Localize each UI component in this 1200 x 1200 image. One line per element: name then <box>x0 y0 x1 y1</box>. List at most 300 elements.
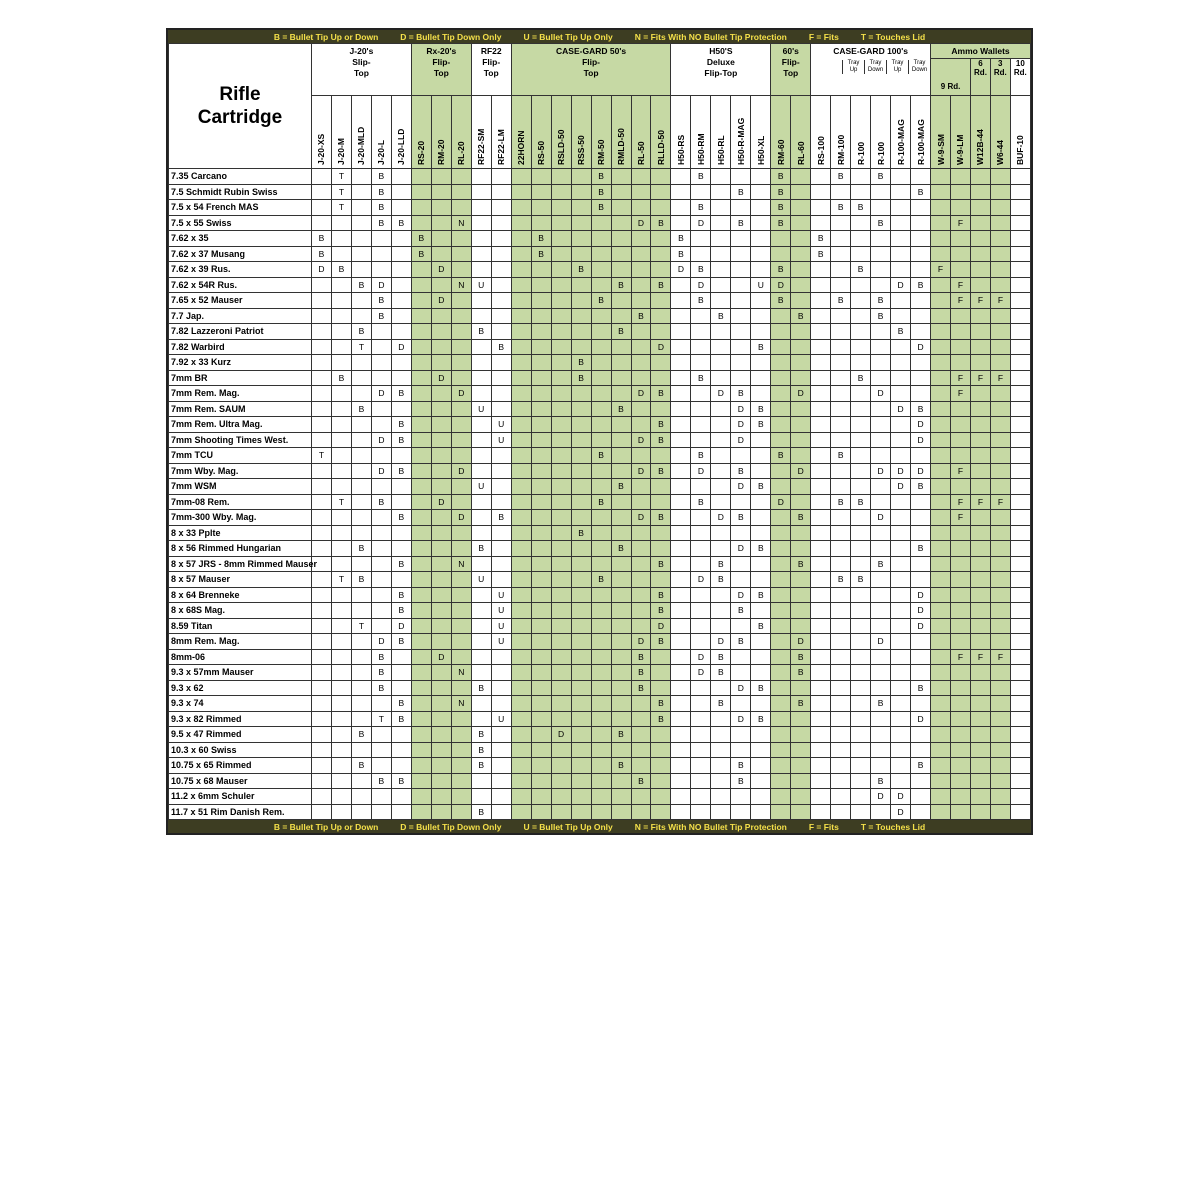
fit-cell <box>351 293 371 309</box>
fit-cell: N <box>451 556 471 572</box>
fit-cell: T <box>331 572 351 588</box>
fit-cell: D <box>691 649 711 665</box>
fit-cell <box>911 169 931 185</box>
fit-cell <box>351 169 371 185</box>
fit-cell <box>791 169 811 185</box>
fit-cell: D <box>431 494 451 510</box>
fit-cell <box>571 231 591 247</box>
fit-cell: F <box>951 463 971 479</box>
table-row <box>169 572 1031 588</box>
fit-cell: B <box>791 556 811 572</box>
fit-cell <box>671 711 691 727</box>
fit-cell <box>631 727 651 743</box>
fit-cell <box>331 215 351 231</box>
fit-cell <box>391 758 411 774</box>
fit-cell <box>931 634 951 650</box>
fit-cell: B <box>651 556 671 572</box>
fit-cell: D <box>771 494 791 510</box>
fit-cell: B <box>471 727 491 743</box>
fit-cell <box>851 386 871 402</box>
fit-cell: B <box>631 665 651 681</box>
fit-cell <box>871 727 891 743</box>
fit-cell <box>811 417 831 433</box>
fit-cell: B <box>751 711 771 727</box>
fit-cell <box>411 525 431 541</box>
fit-cell <box>1010 355 1030 371</box>
fit-cell <box>451 417 471 433</box>
fit-cell <box>451 355 471 371</box>
fit-cell <box>531 479 551 495</box>
fit-cell <box>491 324 511 340</box>
table-row <box>169 494 1031 510</box>
fit-cell <box>451 727 471 743</box>
table-row <box>169 246 1031 262</box>
fit-cell: B <box>371 169 391 185</box>
fit-cell <box>471 169 491 185</box>
fit-cell <box>911 262 931 278</box>
column-header <box>851 96 871 169</box>
fit-cell: B <box>651 587 671 603</box>
fit-cell <box>951 587 971 603</box>
table-row <box>169 649 1031 665</box>
fit-cell <box>531 680 551 696</box>
fit-cell <box>351 231 371 247</box>
fit-cell <box>731 169 751 185</box>
fit-cell <box>451 494 471 510</box>
fit-cell <box>511 324 531 340</box>
fit-cell <box>611 184 631 200</box>
fit-cell <box>671 494 691 510</box>
fit-cell: D <box>391 339 411 355</box>
fit-cell <box>531 355 551 371</box>
fit-cell: D <box>391 618 411 634</box>
fit-cell <box>831 618 851 634</box>
fit-cell <box>451 758 471 774</box>
fit-cell <box>511 308 531 324</box>
fit-cell <box>591 324 611 340</box>
fit-cell <box>891 215 911 231</box>
fit-cell: N <box>451 277 471 293</box>
fit-cell <box>970 541 990 557</box>
fit-cell <box>571 386 591 402</box>
fit-cell <box>990 324 1010 340</box>
fit-cell <box>871 184 891 200</box>
cartridge-name: 7mm-08 Rem. <box>169 494 312 510</box>
fit-cell <box>931 401 951 417</box>
fit-cell <box>951 200 971 216</box>
fit-cell: B <box>312 246 332 262</box>
fit-cell <box>471 386 491 402</box>
fit-cell <box>891 556 911 572</box>
fit-cell <box>671 510 691 526</box>
fit-cell <box>1010 556 1030 572</box>
fit-cell <box>931 231 951 247</box>
fit-cell <box>351 742 371 758</box>
fit-cell <box>711 494 731 510</box>
fit-cell <box>911 231 931 247</box>
fit-cell <box>970 262 990 278</box>
fit-cell <box>511 525 531 541</box>
fit-cell <box>970 463 990 479</box>
fit-cell <box>371 417 391 433</box>
fit-cell <box>471 649 491 665</box>
fit-cell <box>691 339 711 355</box>
fit-cell <box>791 479 811 495</box>
table-row <box>169 293 1031 309</box>
fit-cell <box>531 200 551 216</box>
fit-cell <box>531 773 551 789</box>
fit-cell: B <box>391 711 411 727</box>
fit-cell <box>431 339 451 355</box>
fit-cell <box>970 324 990 340</box>
fit-cell <box>411 479 431 495</box>
fit-cell <box>990 463 1010 479</box>
fit-cell <box>431 727 451 743</box>
cartridge-name: 8 x 57 Mauser <box>169 572 312 588</box>
fit-cell <box>1010 696 1030 712</box>
fit-cell <box>970 401 990 417</box>
fit-cell <box>771 510 791 526</box>
cartridge-name: 7mm Shooting Times West. <box>169 432 312 448</box>
fit-cell: B <box>591 572 611 588</box>
fit-cell <box>771 804 791 820</box>
fit-cell <box>491 541 511 557</box>
fit-cell: B <box>591 293 611 309</box>
fit-cell: B <box>391 386 411 402</box>
fit-cell <box>1010 401 1030 417</box>
fit-cell <box>511 200 531 216</box>
fit-cell <box>411 541 431 557</box>
fit-cell: B <box>791 665 811 681</box>
cartridge-name: 7mm Rem. Mag. <box>169 386 312 402</box>
fit-cell <box>651 448 671 464</box>
fit-cell <box>551 494 571 510</box>
fit-cell <box>851 355 871 371</box>
fit-cell <box>970 200 990 216</box>
fit-cell <box>491 355 511 371</box>
fit-cell <box>551 386 571 402</box>
group-header-line: CASE-GARD 100's <box>833 46 908 56</box>
fit-cell <box>931 417 951 433</box>
fit-cell <box>531 603 551 619</box>
table-row <box>169 386 1031 402</box>
fit-cell <box>351 308 371 324</box>
group-header-line: Slip- <box>352 57 371 67</box>
fit-cell: F <box>951 386 971 402</box>
fit-cell: D <box>731 587 751 603</box>
cartridge-name: 7mm-300 Wby. Mag. <box>169 510 312 526</box>
fit-cell <box>851 804 871 820</box>
fit-cell <box>891 696 911 712</box>
fit-cell <box>391 727 411 743</box>
cartridge-name: 8 x 56 Rimmed Hungarian <box>169 541 312 557</box>
fit-cell <box>951 758 971 774</box>
fit-cell <box>990 339 1010 355</box>
fit-cell <box>351 773 371 789</box>
fit-cell <box>331 727 351 743</box>
fit-cell: B <box>611 541 631 557</box>
fit-cell: D <box>631 386 651 402</box>
fit-cell <box>371 448 391 464</box>
fit-cell <box>871 370 891 386</box>
fit-cell: U <box>471 401 491 417</box>
fit-cell <box>911 572 931 588</box>
column-header <box>451 96 471 169</box>
fit-cell: F <box>990 370 1010 386</box>
column-header <box>1010 96 1030 169</box>
group-header-line: J-20's <box>349 46 374 56</box>
column-label: W-9-LM <box>955 134 966 165</box>
fit-cell <box>891 355 911 371</box>
column-label: R-100-MAG <box>895 119 906 165</box>
table-row <box>169 541 1031 557</box>
fit-cell: B <box>371 649 391 665</box>
fit-cell <box>611 603 631 619</box>
fit-cell <box>831 804 851 820</box>
fit-cell <box>451 649 471 665</box>
fit-cell <box>811 618 831 634</box>
fit-cell: B <box>771 169 791 185</box>
fit-cell <box>651 773 671 789</box>
fit-cell <box>391 541 411 557</box>
fit-cell <box>611 355 631 371</box>
fit-cell <box>671 773 691 789</box>
fit-cell: B <box>771 215 791 231</box>
fit-cell <box>571 246 591 262</box>
fit-cell <box>751 386 771 402</box>
fit-cell: B <box>351 572 371 588</box>
fit-cell <box>571 184 591 200</box>
fit-cell <box>591 711 611 727</box>
cartridge-name: 7.62 x 35 <box>169 231 312 247</box>
fit-cell <box>351 448 371 464</box>
fit-cell: B <box>651 634 671 650</box>
fit-cell <box>591 758 611 774</box>
column-header <box>970 96 990 169</box>
fit-cell <box>751 231 771 247</box>
column-label: RS-20 <box>416 140 427 165</box>
fit-cell: D <box>891 463 911 479</box>
fit-cell <box>711 603 731 619</box>
fit-cell <box>811 773 831 789</box>
fit-cell: B <box>371 200 391 216</box>
fit-cell <box>831 525 851 541</box>
fit-cell <box>531 510 551 526</box>
fit-cell: B <box>771 200 791 216</box>
fit-cell: B <box>611 758 631 774</box>
fit-cell <box>811 510 831 526</box>
fit-cell <box>911 246 931 262</box>
fit-cell <box>551 246 571 262</box>
fit-cell <box>771 525 791 541</box>
fit-cell <box>990 386 1010 402</box>
fit-cell <box>671 277 691 293</box>
fit-cell <box>1010 742 1030 758</box>
fit-cell <box>451 308 471 324</box>
fit-cell <box>371 324 391 340</box>
fit-cell <box>990 556 1010 572</box>
fit-cell <box>631 339 651 355</box>
cartridge-name: 8 x 57 JRS - 8mm Rimmed Mauser <box>169 556 312 572</box>
table-row <box>169 479 1031 495</box>
fit-cell <box>931 680 951 696</box>
fit-cell <box>431 324 451 340</box>
fit-cell <box>391 665 411 681</box>
group-header-line: Top <box>433 68 449 78</box>
fit-cell <box>331 696 351 712</box>
fit-cell <box>451 401 471 417</box>
fit-cell <box>511 494 531 510</box>
fit-cell <box>331 339 351 355</box>
fit-cell <box>571 665 591 681</box>
fit-cell <box>1010 432 1030 448</box>
fit-cell: B <box>391 696 411 712</box>
fit-cell <box>970 789 990 805</box>
fit-cell <box>511 262 531 278</box>
fit-cell <box>391 324 411 340</box>
fit-cell <box>931 339 951 355</box>
fit-cell <box>871 711 891 727</box>
fit-cell <box>671 572 691 588</box>
fit-cell: D <box>551 727 571 743</box>
fit-cell <box>411 417 431 433</box>
fit-cell <box>571 169 591 185</box>
fit-cell: B <box>871 556 891 572</box>
fit-cell <box>891 680 911 696</box>
fit-cell: D <box>891 479 911 495</box>
fit-cell <box>1010 665 1030 681</box>
fit-cell <box>691 246 711 262</box>
fit-cell <box>691 680 711 696</box>
fit-cell <box>851 231 871 247</box>
fit-cell <box>1010 587 1030 603</box>
fit-cell <box>731 572 751 588</box>
fit-cell <box>351 634 371 650</box>
fit-cell <box>691 541 711 557</box>
fit-cell <box>990 277 1010 293</box>
legend-item: N = Fits With NO Bullet Tip Protection <box>634 821 787 832</box>
fit-cell: U <box>491 711 511 727</box>
fit-cell: F <box>951 277 971 293</box>
column-header <box>312 96 332 169</box>
fit-cell <box>1010 308 1030 324</box>
fit-cell <box>651 355 671 371</box>
fit-cell <box>351 789 371 805</box>
fit-cell <box>651 479 671 495</box>
fit-cell <box>891 432 911 448</box>
fit-cell <box>651 727 671 743</box>
fit-cell <box>411 804 431 820</box>
fit-cell <box>891 200 911 216</box>
fit-cell <box>571 510 591 526</box>
fit-cell: B <box>471 680 491 696</box>
fit-cell <box>631 479 651 495</box>
fit-cell <box>771 246 791 262</box>
fit-cell <box>871 525 891 541</box>
fit-cell: B <box>731 215 751 231</box>
fit-cell <box>931 448 951 464</box>
fit-cell <box>1010 277 1030 293</box>
fit-cell <box>351 370 371 386</box>
fit-cell: B <box>651 510 671 526</box>
fit-cell <box>351 665 371 681</box>
fit-cell: B <box>691 262 711 278</box>
fit-cell <box>831 370 851 386</box>
fit-cell <box>1010 169 1030 185</box>
fit-cell: F <box>951 370 971 386</box>
fit-cell <box>1010 200 1030 216</box>
fit-cell <box>431 277 451 293</box>
table-row <box>169 758 1031 774</box>
fit-cell: N <box>451 665 471 681</box>
table-row <box>169 215 1031 231</box>
legend-item: T = Touches Lid <box>860 31 926 42</box>
table-row <box>169 448 1031 464</box>
fit-cell <box>951 680 971 696</box>
fit-cell <box>951 479 971 495</box>
fit-cell <box>931 665 951 681</box>
fit-cell <box>851 339 871 355</box>
fit-cell <box>931 758 951 774</box>
fit-cell: B <box>391 417 411 433</box>
fit-cell: D <box>871 789 891 805</box>
column-label: RM-50 <box>596 139 607 165</box>
fit-cell: B <box>771 293 791 309</box>
fit-cell: U <box>471 572 491 588</box>
fit-cell <box>331 448 351 464</box>
fit-cell <box>631 246 651 262</box>
fit-cell <box>471 603 491 619</box>
fit-cell <box>1010 479 1030 495</box>
fit-cell <box>312 339 332 355</box>
fit-cell: B <box>631 308 651 324</box>
fit-cell: D <box>731 711 751 727</box>
fit-cell <box>970 231 990 247</box>
fit-cell <box>711 417 731 433</box>
fit-cell <box>312 618 332 634</box>
fit-cell <box>551 603 571 619</box>
fit-cell <box>811 386 831 402</box>
fit-cell <box>731 804 751 820</box>
fit-cell <box>351 525 371 541</box>
fit-cell <box>411 215 431 231</box>
fit-cell <box>831 510 851 526</box>
fit-cell <box>391 401 411 417</box>
fit-cell <box>970 680 990 696</box>
fit-cell <box>431 525 451 541</box>
fit-cell: B <box>851 262 871 278</box>
fit-cell <box>911 665 931 681</box>
fit-cell <box>431 463 451 479</box>
fit-cell <box>1010 339 1030 355</box>
fit-cell <box>611 665 631 681</box>
tray-label: Tray Down <box>864 60 886 74</box>
fit-cell <box>451 603 471 619</box>
tray-label: Tray Up <box>842 60 864 74</box>
fit-cell <box>571 324 591 340</box>
table-row <box>169 525 1031 541</box>
fit-cell <box>1010 448 1030 464</box>
fit-cell <box>491 773 511 789</box>
fit-cell: B <box>711 696 731 712</box>
fit-cell <box>671 169 691 185</box>
fit-cell: B <box>471 324 491 340</box>
fit-cell <box>511 742 531 758</box>
fit-cell <box>312 727 332 743</box>
fit-cell <box>391 169 411 185</box>
fit-cell: F <box>970 370 990 386</box>
fit-cell <box>591 556 611 572</box>
